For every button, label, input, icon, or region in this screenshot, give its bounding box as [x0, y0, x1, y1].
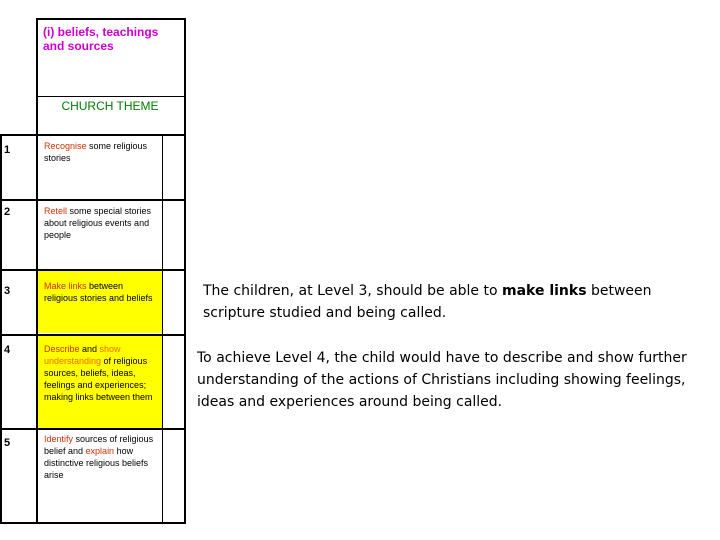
level-3-note: The children, at Level 3, should be able to make links between scripture studied and being called.: [203, 283, 652, 321]
table-header: (i) beliefs, teachings and sources: [43, 25, 159, 53]
keyword: Make links: [44, 281, 87, 291]
level-4-label: 4: [4, 344, 11, 356]
keyword: Recognise: [44, 141, 87, 151]
keyword: Retell: [44, 206, 68, 216]
level-2-label: 2: [4, 206, 11, 218]
level-4-note: To achieve Level 4, the child would have to describe and show further understanding of the actions of Christians including showing feelings, ideas and experiences around being called.: [197, 350, 687, 410]
level-2-description: Retell some special stories about religious events and people: [44, 206, 152, 240]
level-5-description: Identify sources of religious belief and explain how distinctive religious beliefs arise: [44, 434, 154, 480]
level-1-description: Recognise some religious stories: [44, 141, 148, 163]
keyword: Identify: [44, 434, 74, 444]
level-3-label: 3: [4, 285, 11, 297]
emphasis: make links: [502, 283, 587, 299]
level-3-description: Make links between religious stories and beliefs: [44, 281, 153, 303]
level-1-label: 1: [4, 144, 11, 156]
theme-title: CHURCH THEME: [61, 99, 159, 113]
level-5-label: 5: [4, 437, 11, 449]
keyword: show understanding: [44, 344, 121, 366]
keyword: Describe: [44, 344, 80, 354]
keyword: explain: [85, 446, 115, 456]
level-4-description: Describe and show understanding of religious sources, beliefs, ideas, feelings and experiences; making links between them: [44, 344, 153, 402]
